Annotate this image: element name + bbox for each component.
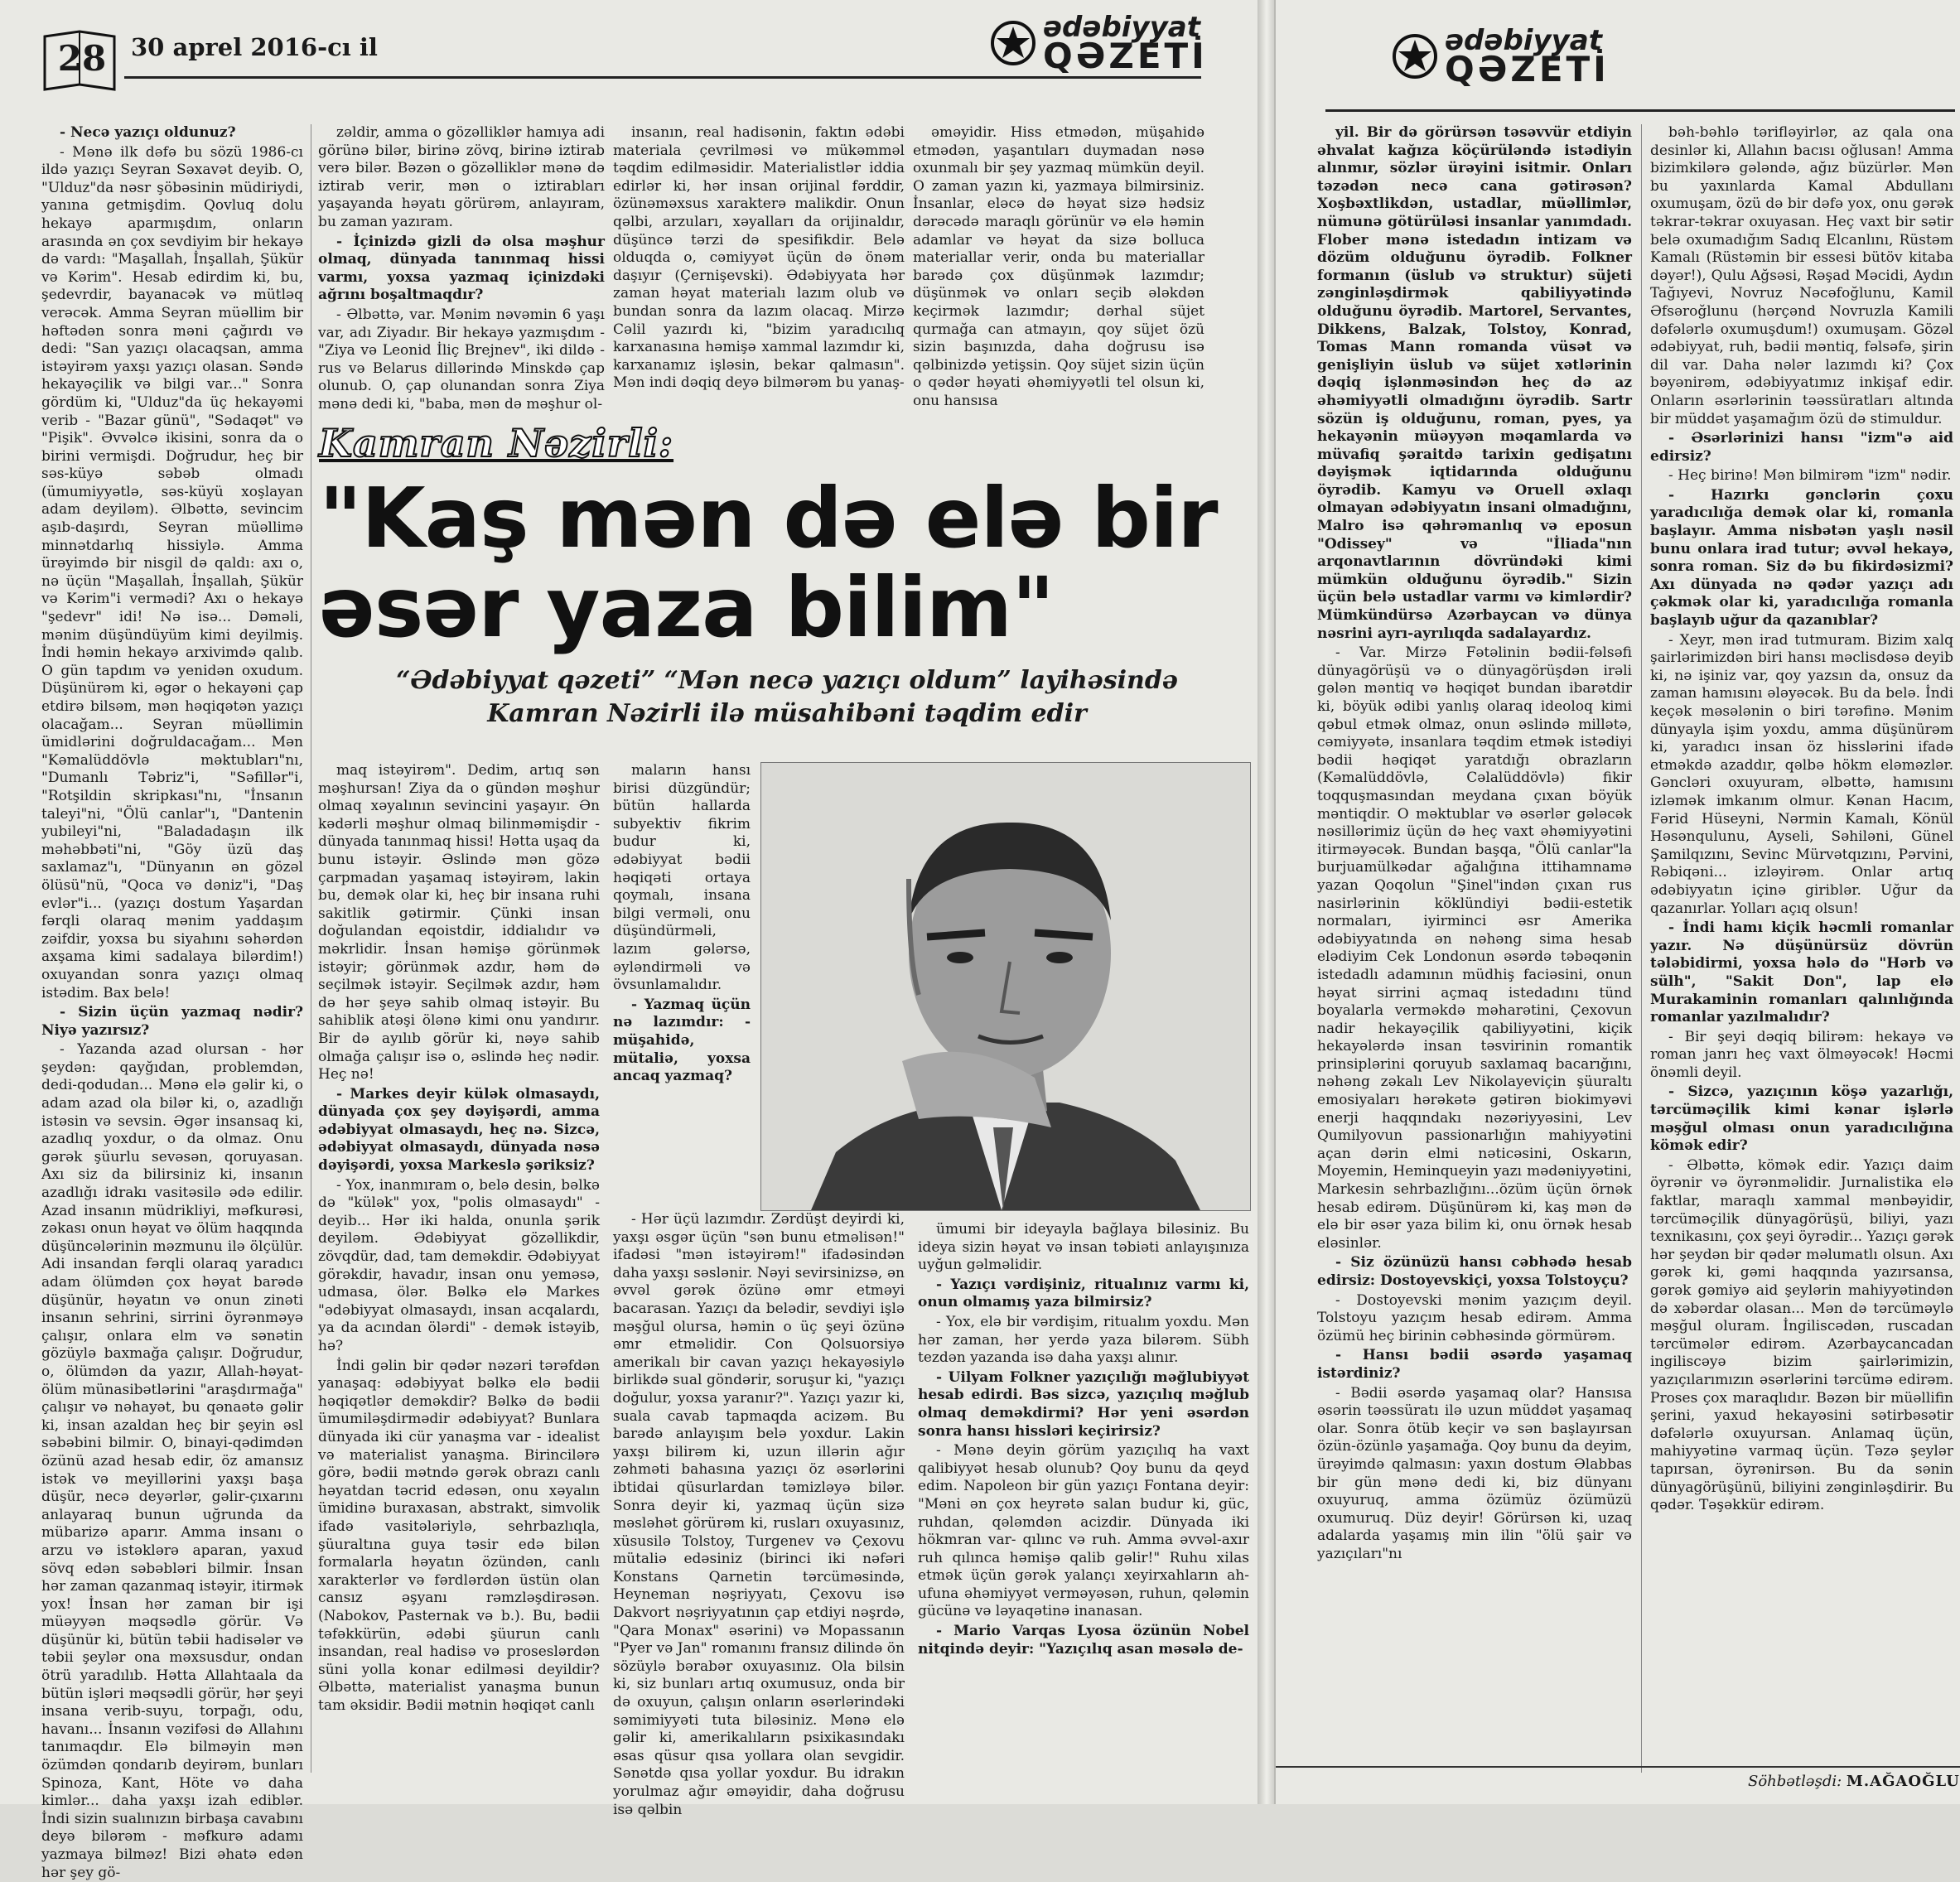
interview-question: - Sizcə, yazıçının köşə yazarlığı, tərcüməçilik kimi kənar işlərlə məşğul olması onun yaradıcılığına kömək edir? [1650, 1083, 1953, 1155]
interview-answer: - Bir şeyi dəqiq bilirəm: hekayə və roman janrı heç vaxt ölməyəcək! Həcmi önəmli deyil. [1650, 1028, 1953, 1081]
interview-answer: - Hər üçü lazımdır. Zərdüşt deyirdi ki, yaxşı əsgər üçün "sən bunu etməlisən!" ifadəsi "mən istəyirəm!" ifadəsindən daha yaxşı səslənir. Nəyi sevirsinizsə, ən əvvəl gərək özünə əmr etməyi bacarasan. Yazıçı da belədir, sevdiyi işlə məşğul olursa, həmin o üç şeyi özünə əmr etməlidir. Con Qolsuorsiyə amerikalı bir cavan yazıçı hekayəsiylə birlikdə sual göndərir, soruşur ki, "yazıçı doğulur, yoxsa yaranır?". Yazıçı yazır ki, suala cavab tapmaqda acizəm. Bu barədə anlayışım belə yoxdur. Lakin yaxşı bilirəm ki, uzun illərin ağır zəhməti bahasına yazıçı öz əsərlərini ibtidai qüsurlardan təmizləyə bilər. Sonra deyir ki, yazmaq üçün sizə məsləhət görürəm ki, rusları oxuyasınız, xüsusilə Tolstoy, Turgenev və Çexovu mütaliə edəsiniz (birinci iki nəfəri Konstans Qarnetin tərcüməsində, Heyneman nəşriyyatı, Çexovu isə Dakvort nəşriyyatının çap etdiyi nəşrdə, "Qara Monax" əsərini) və Mopassanın "Pyer və Jan" romanını fransız dilində ön sözüylə bərabər oxuyasınız. Ola bilsin ki, siz bunları artıq oxumusuz, onda bir də oxuyun, çalışın onların əsərlərindəki səmimiyyəti tuta biləsiniz. Mənə elə gəlir ki, amerikalıların psixikasındakı əsas qüsur qısa yollara olan sevgidir. Sənətdə qısa yollar yoxdur. Bu idrakın yorulmaz ağır əməyidir, daha doğrusu isə qəlbin [613, 1211, 905, 1818]
header-rule [1325, 109, 1955, 112]
subhead-line-2: Kamran Nəzirli ilə müsahibəni təqdim edir [487, 699, 1087, 728]
subhead-line-1: “Ədəbiyyat qəzeti” “Mən necə yazıçı oldum” layihəsində [396, 666, 1178, 695]
article-column-6 [613, 762, 751, 1209]
interview-answer: - Əlbəttə, var. Mənim nəvəmin 6 yaşı var, adı Ziyadır. Bir hekayə yazmışdım - "Ziya və Leonid İliç Brejnev", iki dildə - rus və Belarus dillərində Minskdə çap olunub. O, çap olunandan sonra Ziya mənə dedi ki, "baba, mən də məşhur ol- [318, 306, 605, 413]
interview-answer: - Var. Mirzə Fətəlinin bədii-fəlsəfi dünyagörüşü və o dünyagörüşdən irəli gələn məntiq və həqiqət bundan ibarətdir ki, böyük ədibi yanlış olaraq ideoloq kimi qəbul etmək olmaz, onun əslində millətə, cəmiyyətə, insanlara təqdim etmək istədiyi bədii həqiqət yaratdığı obrazların (Kəmalüddövlə, Cəlalüddövlə) fikir toqquşmasından meydana çıxan böyük məntiqdir. O məktublar və əsərlər gələcək nəsillərimiz üçün də heç vaxt əhəmiyyətini itirməyəcək. Bundan başqa, "Ölü canlar"la burjuamülkədar ağalığına ittihamnamə yazan Qoqolun "Şinel"indən çıxan rus nasirlərinin köklündiyi bədii-estetik normaları, iyirminci əsr Amerika ədəbiyyatında ən nəhəng sima hesab elədiyim Cek Londonun əsərdə təbəqənin istedadlı adamının müdhiş faciəsini, onun həyat sirrini açmaq istedadını tünd boyalarla verməkdə məharətini, Çexovun nadir hekayəçilik qabiliyyətini, kiçik hekayələrdə insan təsvirinin romantik prinsiplərini qoruyub saxlamaq bacarığını, nəhəng zəkalı Lev Nikolayeviçin şüuraltı emosiyaları hərəkətə gətirən biokimyəvi enerji haqqındakı nəzəriyyəsini, Lev Qumilyovun passionarlığın mahiyyətini açan dərin elmi nəticəsini, Oskarın, Moyemin, Heminqueyin yazı mədəniyyətini, Markesin sehrbazlığını...özüm üçün örnək hesab edirəm. Düşünürəm ki, kaş mən də elə bir əsər yaza bilim ki, onu örnək hesab eləsinlər. [1317, 644, 1632, 1252]
interview-answer: bəh-bəhlə tərifləyirlər, az qala ona desinlər ki, Allahın bacısı oğlusan! Amma bizimkilərə gələndə, ağız büzürlər. Mən bu yaxınlarda Kamal Abdullanı oxumuşam, özü də bir dəfə yox, onu gərək təkrar-təkrar oxuyasan. Heç vaxt bir sətir belə oxumadığım Sadıq Elcanlını, Rüstəm Kamalı (Rüstəmin bir essesi bütöv kitaba dəyər!), Qulu Ağsəsi, Rəşad Məcidi, Aydın Tağıyevi, Novruz Nəcəfoğlunu, Kamil Əfsəroğlunu (hərçənd Novruzla Kamili dəfələrlə oxumuşdum!) oxumuşam. Gözəl ədəbiyyat, ruh, bədii məntiq, fəlsəfə, şirin dil var. Daha nələr lazımdı ki? Çox bəyənirəm, ədəbiyyatımız inkişaf edir. Onların əsərlərinin təəssüratları altında bir müddət yaşamağım özü də stimuldur. [1650, 124, 1953, 427]
column-divider [1641, 124, 1642, 1773]
right-page [1274, 0, 1960, 1804]
interview-answer: maq istəyirəm". Dedim, artıq sən məşhursan! Ziya da o gündən məşhur olmaq xəyalının sevincini yaşayır. Ən kədərli məşhur olmaq bilinməmişdir - dünyada tanınmaq hissi! Hətta uşaq da bunu istəyir. Əslində mən gözə çarpmadan yaşamaq istəyirəm, lakin bu, demək olar ki, heç bir insana ruhi sakitlik gətirmir. Çünki insan doğulandan eqoistdir, iddialıdır və məkrlidir. İnsan həmişə görünmək istəyir; görünmək azdır, həm də seçilmək istəyir. Seçilmək azdır, həm də hər şeyə sahib olmaq istəyir. Bu sahiblik atəşi ölənə kimi onu yandırır. Bir də ayılıb görür ki, nəyə sahib olmağa çalışır isə o, əslində heç nədir. Heç nə! [318, 762, 600, 1083]
page-number: 28 [57, 38, 107, 79]
article-column-9 [1650, 124, 1953, 1756]
interview-answer: - Xeyr, mən irad tutmuram. Bizim xalq şairlərimizdən biri hansı məclisdəsə deyib ki, nə işiniz var, qoy yazsın da, onsuz da zaman hamısını ələyəcək. Bu da belə. İndi keçək məsələnin o biri tərəfinə. Mənim dünyayla işim yoxdu, amma düşünürəm ki, yaradıcı insan öz hisslərini ifadə etməkdə azaddır, qəlbə hökm eləməzlər. Gəncləri oxuyuram, əlbəttə, hamısını izləmək imkanım olmur. Kənan Hacım, Fərid Hüseyni, Nərmin Kamalı, Könül Həsənqulunu, Ayseli, Səhiləni, Günel Şamilqızını, Sevinc Mürvətqızını, Pərvini, Rəbiqəni... izləyirəm. Onlar artıq ədəbiyyatın içinə giriblər. Uğur da qazanırlar. Yolları açıq olsun! [1650, 631, 1953, 917]
masthead-word-1: ədəbiyyat [1043, 11, 1200, 44]
masthead-word-2: QƏZETİ [1445, 48, 1610, 89]
footer-rule [1276, 1766, 1960, 1768]
article-column-4 [913, 124, 1204, 409]
interview-answer: - Mənə deyin görüm yazıçılıq ha vaxt qalibiyyət hesab olunub? Qoy bunu da qeyd edim. Napoleon bir gün yazıçı Fontana deyir: "Məni ən çox heyrətə salan budur ki, güc, ruhdan, qələmdən acizdir. Dünyada iki hökmran var- qılınc və ruh. Amma əvvəl-axır ruh qılınca həmişə qalib gəlir!" Ruhu xilas etmək üçün gərək yalançı xeyirxahların ah-ufuna əhəmiyyət verməyəsən, ruhun, qələmin gücünə və ləyaqətinə inanasan. [918, 1442, 1249, 1620]
interview-answer: - Yox, elə bir vərdişim, ritualım yoxdu. Mən hər zaman, hər yerdə yaza bilərəm. Sübh tezdən yazanda isə daha yaxşı alınır. [918, 1313, 1249, 1367]
masthead-logo-right [1392, 24, 1610, 89]
article-column-1 [41, 124, 303, 1881]
interview-question: - Yazıçı vərdişiniz, ritualınız varmı ki, onun olmamış yaza bilmirsiz? [918, 1276, 1249, 1311]
masthead-word-1: ədəbiyyat [1445, 24, 1602, 57]
interview-question: - Siz özünüzü hansı cəbhədə hesab edirsiz: Dostoyevskiçi, yoxsa Tolstoyçu? [1317, 1254, 1632, 1289]
interview-answer: ümumi bir ideyayla bağlaya biləsiniz. Bu ideya sizin həyat və insan təbiəti anlayışınıza uyğun gəlməlidir. [918, 1221, 1249, 1274]
interview-answer: - Bədii əsərdə yaşamaq olar? Hansısa əsərin təəssüratı ilə uzun müddət yaşamaq olar. Sonra ötüb keçir və sən başlayırsan özün-özünlə yaşamağa. Qoy bunu da deyim, ürəyimdə qalmasın: yaxın dostum Əlabbas bir gün mənə dedi ki, biz dünyanı oxuyuruq, amma özümüz özümüzü oxumuruq. Düz deyir! Görürsən ki, uzaq adalarda yaşamış min ilin "ölü şair və yazıçıları"nı [1317, 1384, 1632, 1562]
interview-answer: - Yox, inanmıram o, belə desin, bəlkə də "külək" yox, "polis olmasaydı" - deyib... Hər iki halda, onunla şərik deyiləm. Ədəbiyyat gözəllikdir, zövqdür, dad, tam deməkdir. Ədəbiyyat görəkdir, havadır, insan onu yeməsə, udmasa, ölər. Bəlkə elə Markes "ədəbiyyat olmasaydı, insan acqalardı, ya da acından ölərdi" - demək istəyib, hə? [318, 1176, 600, 1354]
headline: "Kaş mən də elə bir əsər yaza bilim" [319, 470, 1218, 656]
interview-question: - Sizin üçün yazmaq nədir? Niyə yazırsız? [41, 1004, 303, 1039]
interview-question: - Markes deyir külək olmasaydı, dünyada çox şey dəyişərdi, amma ədəbiyyat olmasaydı, heç nə. Sizcə, ədəbiyyat olmasaydı, dünyada nəsə dəyişərdi, yoxsa Markeslə şəriksiz? [318, 1085, 600, 1175]
byline [1748, 1773, 1960, 1790]
interview-answer: - Mənə ilk dəfə bu sözü 1986-cı ildə yazıçı Seyran Səxavət deyib. O, "Ulduz"da nəsr şöbəsinin müdiriydi, yanına getmişdim. Qovluq dolu hekayə aparmışdım, onların arasında ən çox sevdiyim bir hekayə də vardı: "Maşallah, İnşallah, Şükür və Kərim". Hesab edirdim ki, bu, şedevrdir, bayanacək və mütləq verəcək. Amma Seyran müəllim bir həftədən sonra məni çağırdı və dedi: "San yazıçı olacaqsan, amma istəyirəm yaxşı yazıçı olasan. Səndə hekayəçilik və bilgi var..." Sonra gördüm ki, "Ulduz"da üç hekayəmi verib - "Bazar günü", "Sədaqət" və "Pişik". Əvvəlcə ikisini, sonra da o birini vermişdi. Doğrudur, heç bir səs-küyə səbəb olmadı (ümumiyyətlə, səs-küyü xoşlayan adam deyiləm). Əlbəttə, sevincim aşıb-daşırdı, Seyran müəllimə minnətdarlıq hissiylə. Amma ürəyimdə bir nisgil də qaldı: axı o, nə üçün "Maşallah, İnşallah, Şükür və Kərim"i vermədi? Axı o hekayə "şedevr" idi! Nə isə... Dəməli, mənim düşündüyüm kimi deyilmiş. İndi həmin hekayə arxivimdə qalıb. O gün tapdım və yenidən oxudum. Düşünürəm ki, əgər o hekayəni çap etdirə bilsəm, mən həqiqətən yazıçı olacağam... Seyran müəllimin ümidlərini doğruldacağam... Mən "Kəmalüddövlə məktubları"nı, "Dumanlı Təbriz"i, "Səfillər"i, "Rotşildin skripkası"nı, "İnsanın taleyi"ni, "Ölü canlar"ı, "Dantenin yubileyi"ni, "Baladadaşın ilk məhəbbəti"ni, "Göy üzü daş saxlamaz"ı, "Dünyanın ən gözəl ölüsü"nü, "Qoca və dəniz"i, "Daş evlər"i... (yazıçı dostum Yaşardan fərqli olaraq mənim yaddaşım zəifdir, yoxsa bu siyahını səhərdən axşama kimi sadalaya bilərdim!) oxuyandan sonra yazıçı olmaq istədim. Bax belə! [41, 143, 303, 1001]
portrait-image [761, 763, 1250, 1210]
masthead-logo [990, 11, 1208, 76]
star-emblem-icon [990, 20, 1036, 66]
interview-answer: insanın, real hadisənin, faktın ədəbi materiala çevrilməsi və mükəmməl təqdim edilməsidir. Materialistlər iddia edirlər ki, hər insan orijinal fərddir, özünəməxsus xarakterə malikdir. Onun qəlbi, arzuları, xəyalları da orijinaldır, düşüncə tərzi də spesifikdir. Belə olduqda o, cəmiyyət üçün də önəm daşıyır (Çernişevski). Ədəbiyyata hər zaman həyat materialı lazım olub və bundan sonra da lazım olacaq. Mirzə Cəlil yazırdı ki, "bizim yaradıcılıq karxanasına həmişə xammal lazımdır ki, karxanamız işləsin, bekar qalmasın". Mən indi dəqiq deyə bilmərəm bu yanaş- [613, 124, 905, 392]
header-rule [124, 76, 1201, 79]
interview-question: - Hansı bədii əsərdə yaşamaq istərdiniz? [1317, 1347, 1632, 1382]
interview-question: - İçinizdə gizli də olsa məşhur olmaq, dünyada tanınmaq hissi varmı, yoxsa yazmaq içinizdəki ağrını boşaltmaqdır? [318, 233, 605, 304]
interview-answer: əməyidir. Hiss etmədən, müşahidə etmədən, yaşantıları duymadan nəsə oxunmalı bir şey yazmaq mümkün deyil. O zaman yazın ki, yazmaya bilmirsiniz. İnsanlar, eləcə də həyat sizə hədsiz dərəcədə maraqlı görünür və elə həmin adamlar və həyat da sizə bolluca materiallar verir, onda bu materiallar barədə çox düşünmək lazımdır; düşünmək və onları seçib ələkdən keçirmək lazımdır; dərhal süjet qurmağa can atmayın, qoy süjet özü sizin başınızda, daha doğrusu isə qəlbinizdə yetişsin. Qoy süjet sizin üçün o qədər həyati əhəmiyyətli tel olsun ki, onu hansısa [913, 124, 1204, 409]
byline-name: M.AĞAOĞLU [1846, 1773, 1960, 1790]
interview-question: - Mario Varqas Lyosa özünün Nobel nitqində deyir: "Yazıçılıq asan məsələ de- [918, 1623, 1249, 1658]
interview-answer: - Dostoyevski mənim yazıçım deyil. Tolstoyu yazıçım hesab edirəm. Amma özümü heç birinin cəbhəsində görmürəm. [1317, 1291, 1632, 1344]
interview-question: - Necə yazıçı oldunuz? [60, 124, 236, 141]
article-column-3 [613, 124, 905, 391]
interview-answer: maların hansı birisi düzgündür; bütün hallarda subyektiv fikrim budur ki, ədəbiyyat bədii həqiqəti ortaya qoymalı, insana bilgi verməli, onu düşündürməli, lazım gələrsə, əyləndirməli və övsunlamalıdır. [613, 762, 751, 994]
subheadline [327, 664, 1247, 731]
masthead-word-2: QƏZETİ [1043, 35, 1208, 76]
author-portrait-photo [760, 762, 1251, 1211]
article-column-8 [1317, 124, 1632, 1773]
interview-answer: - Əlbəttə, kömək edir. Yazıçı daim öyrənir və öyrənməlidir. Jurnalistika elə faktlar, maraqlı xammal mənbəyidir, tərcüməçilik dünyagörüşü, biliyi, yazı texnikasını, çox şeyi öyrədir... Yazıçı gərək hər şeydən bir qədər məlumatlı olsun. Axı gərək ki, gəmi haqqında yazırsansa, gərək gəmiyə aid şeylərin mahiyyətindən də xəbərdar olasan... Mən də tərcüməylə məşğul oluram. İngiliscədən, ruscadan tərcümələr edirəm. Azərbaycancadan ingiliscəyə bizim şairlərimizin, yazıçılarımızın əsərlərini tərcümə edirəm. Proses çox maraqlıdır. Bəzən bir müəllifin şerini, yaxud hekayəsini sətirbəsətir dəfələrlə oxuyursan. Anlamaq üçün, mahiyyətinə varmaq üçün. Təzə şeylər tapırsan, öyrənirsən. Bu da sənin dünyagörüşünü, biliyini zənginləşdirir. Bu qədər. Təşəkkür edirəm. [1650, 1156, 1953, 1514]
article-column-7 [918, 1221, 1249, 1773]
interview-question: - Uilyam Folkner yazıçılığı məğlubiyyət hesab edirdi. Bəs sizcə, yazıçılıq məğlub olmaq deməkdirmi? Hər yeni əsərdən sonra hansı hissləri keçirirsiz? [918, 1368, 1249, 1440]
interview-question: - İndi hamı kiçik həcmli romanlar yazır. Nə düşünürsüz dövrün tələbidirmi, yoxsa hələ də "Hərb və sülh", "Sakit Don", lap elə Murakaminin romanları qalınlığında romanlar yazılmalıdır? [1650, 919, 1953, 1026]
interview-answer: İndi gəlin bir qədər nəzəri tərəfdən yanaşaq: ədəbiyyat bəlkə elə bədii həqiqətlər deməkdir? Bəlkə də bədii ümumiləşdirmədir ədəbiyyat? Bunlara dünyada iki cür yanaşma var - idealist və materialist yanaşma. Birincilərə görə, bədii mətndə gərək obrazı canlı həyatdan təcrid edəsən, onu xəyalın ümidinə buraxasan, abstrakt, simvolik ifadə vasitələriylə, sehrbazlıqla, şüuraltına guya təsir edə bilən formalarla həyatın özündən, canlı xarakterlər və fərdlərdən üstün olan cansız əşyanı rəmzləşdirəsən. (Nabokov, Pasternak və b.). Bu, bədii təfəkkürün, ədəbi şüurun canlı insandan, real hadisə və proseslərdən süni yolla konar edilməsi deyildir? Əlbəttə, materialist yanaşma bunun tam əksidir. Bədii mətnin həqiqət canlı [318, 1357, 600, 1714]
byline-label: Söhbətləşdi: [1748, 1773, 1842, 1790]
interview-question: - Əsərlərinizi hansı "izm"ə aid edirsiz? [1650, 430, 1953, 465]
interviewee-name: Kamran Nəzirli: [319, 421, 674, 466]
article-column-6-continued [613, 1211, 905, 1818]
page-number-box [41, 27, 118, 93]
issue-date: 30 aprel 2016-cı il [131, 33, 378, 61]
article-column-2 [318, 124, 605, 413]
interview-answer: - Yazanda azad olursan - hər şeydən: qayğıdan, problemdən, dedi-qodudan... Mənə elə gəlir ki, o adam azad ola bilər ki, o, azadlığı istəsin və sevsin. Əgər insansaq ki, azadlıq yoxdur, o da olmaz. Onu gərək şüurlu sevəsən, qoruyasan. Axı siz da bilirsiniz ki, insanın azadlığı idrakı vasitəsilə ədə edilir. Azad insanın müdrikliyi, məfkurəsi, zəkası onun həyat və ölüm haqqında düşüncələrinin məzmunu ilə ölçülür. Adi insandan fərqli olaraq yaradıcı adam ölümdən çox həyat barədə düşünür, həyatın və onun zinəti insanın sehrini, sirrini öyrənməyə çalışır, onlara elm və sənətin gözüylə baxmağa çalışır. Doğrudur, o, ölümdən da yazır, Allah-həyat-ölüm münasibətlərini "araşdırmağa" çalışır və nəhayət, bu qənaətə gəlir ki, insan azaldan heç bir şeyin əsl səbəbini bilmir. O, binayi-qədimdən özünü azad hesab edir, öz amansız istək və meyillərini yaxşı başa düşür, necə deyərlər, gəlir-çıxarını anlayaraq bunun uğrunda da mübarizə aparır. Amma insanı o arzu və istəklərə aparan, yaxud sövq edən səbəbləri bilmir. İnsan hər zaman qazanmaq istəyir, itirmək yox! İnsan hər zaman bir işi müəyyən məqsədlə görür. Və düşünür ki, bütün təbii hadisələr və təbii şeylər ona məxsusdur, ondan ötrü yaradılıb. Hətta Allahtaala da bütün işləri məqsədli görür, hər şeyi insana verib-suyu, torpağı, odu, havanı... İnsanın vəzifəsi də Allahını tanımaqdır. Elə bilməyin mən özümdən qondarıb deyirəm, bunları Spinoza, Kant, Höte və daha kimlər... daha yaxşı izah ediblər. İndi sizin sualınızın birbaşa cavabını deyə bilərəm - məfkurə adamı yazmaya bilməz! Bizi əhatə edən hər şey gö- [41, 1041, 303, 1881]
interview-answer: zəldir, amma o gözəlliklər hamıya adi görünə bilər, birinə zövq, birinə iztirab verə bilər. Bəzən o gözəlliklər mənə də iztirab verir, mən o iztirabları yaşayanda həyatı görürəm, anlayıram, bu zaman yazıram. [318, 124, 605, 230]
interview-question: - Yazmaq üçün nə lazımdır: - müşahidə, mütaliə, yoxsa ancaq yazmaq? [613, 996, 751, 1085]
interview-answer: - Heç birinə! Mən bilmirəm "izm" nədir. [1668, 467, 1952, 485]
page-gutter [1258, 0, 1274, 1804]
interview-question: yil. Bir də görürsən təsəvvür etdiyin əhvalat kağıza köçürüləndə istədiyin alınmır, sözlər ürəyini isitmir. Onları təzədən necə cana gətirəsən? Xoşbəxtlikdən, ustadlar, müəllimlər, nümunə götürüləsi insanlar yanımdadı. Flober mənə istedadın intizam və dözüm olduğunu öyrədib. Folkner formanın (üslub və struktur) süjeti zənginləşdirmək qabiliyyətində olduğunu öyrədib. Martorel, Servantes, Dikkens, Balzak, Tolstoy, Konrad, Tomas Mann romanda vüsət və genişliyin üslub və süjet xətlərinin dəqiq işlənməsindən heç də az əhəmiyyətli olmadığını öyrədib. Sartr sözün iş olduğunu, roman, pyes, ya hekayənin müəyyən məqamlarda və müvafiq şəraitdə tarixin gedişatını dəyişmək iqtidarında olduğunu öyrədib. Kamyu və Oruell əxlaqı olmayan ədəbiyyatın insani olmadığını, Malro isə qəhrəmanlıq və eposun "Odissey" və "İliada"nın arqonavtlarının dövründəki kimi mümkün olduğunu öyrədib." Sizin üçün belə ustadlar varmı və kimlərdir? Mümkündürsə Azərbaycan və dünya nəsrini ayrı-ayrılıqda sadalayardız. [1317, 124, 1632, 642]
star-emblem-icon [1392, 33, 1438, 80]
interview-question: - Hazırkı gənclərin çoxu yaradıcılığa demək olar ki, romanla başlayır. Amma nisbətən yaşlı nəsil bunu onlara irad tutur; əvvəl hekayə, sonra roman. Siz də bu fikirdəsizmi? Axı dünyada nə qədər yazıçı adı çəkmək olar ki, yaradıcılığa romanla başlayıb uğur da qazanıblar? [1650, 486, 1953, 630]
article-column-5 [318, 762, 600, 1773]
